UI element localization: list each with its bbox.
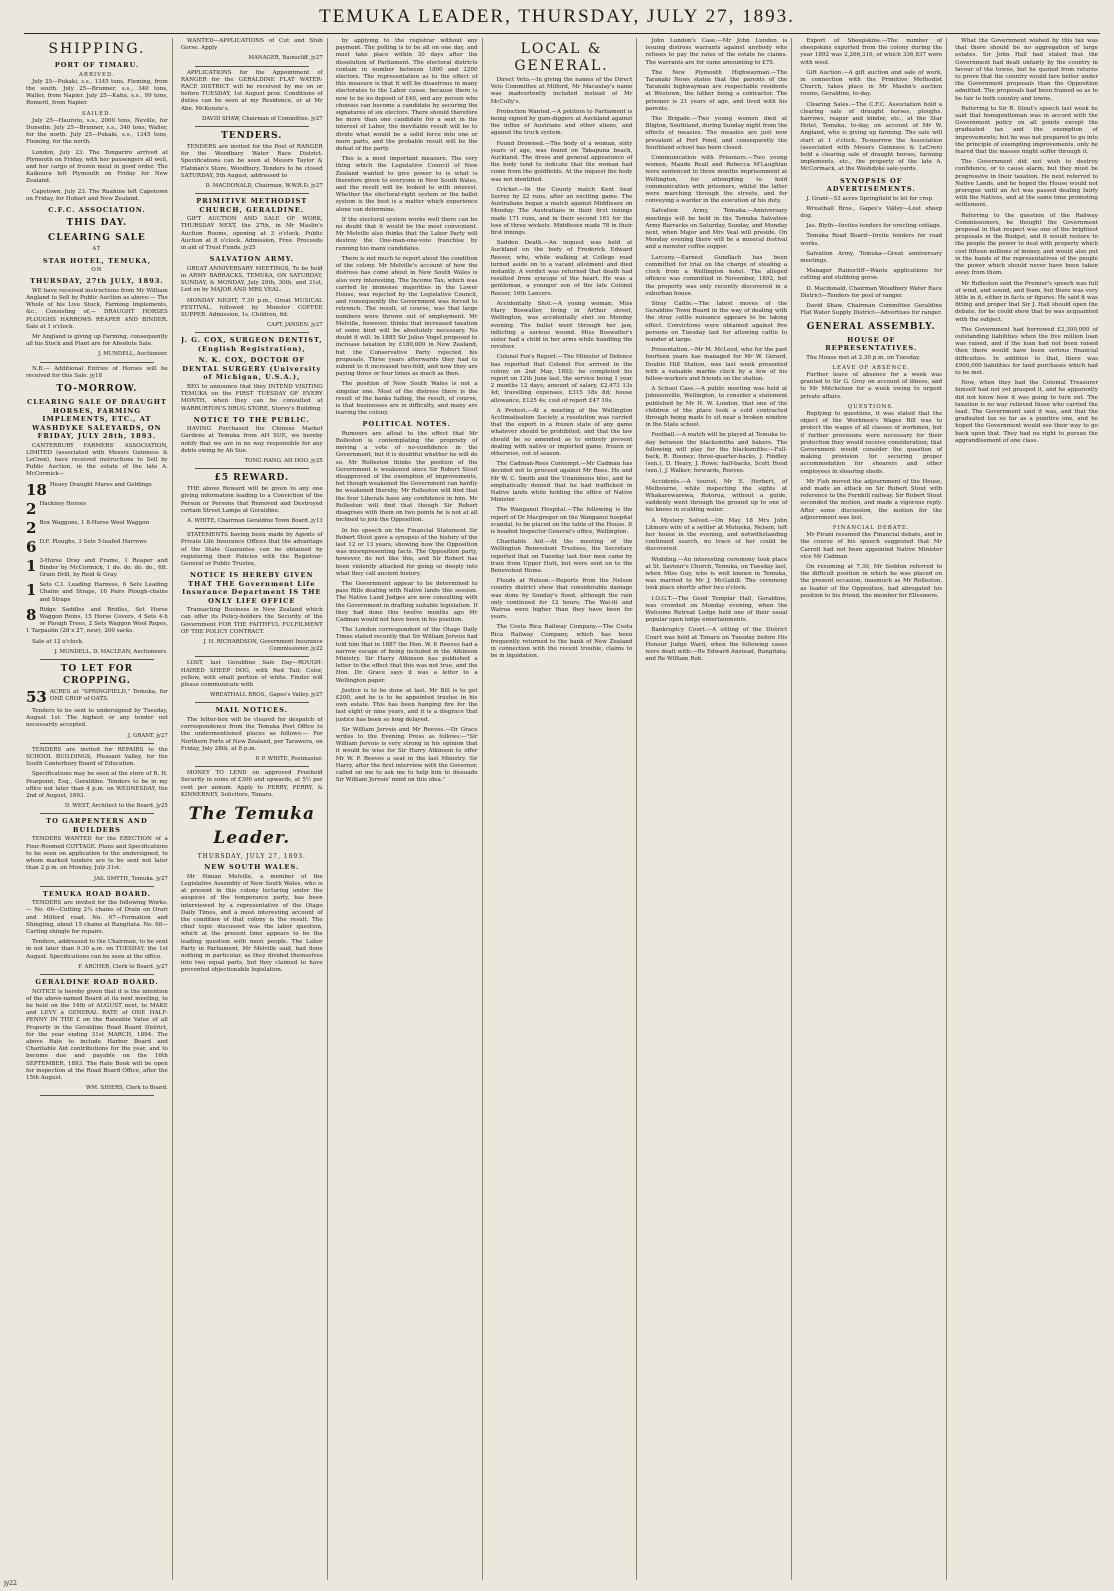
item-quantity: 2 [26,500,37,517]
column-4 [491,38,638,1580]
article-paragraph: Communication with Prisoners.—Two young women, Maude Reall and Rebecca M'Laughlan were sentenced to three months imprisonment at Wellington, for attempting to hold communication with prisoners, whilst the latter were marching through the streets, and for conveying a warder in the execution of his duty. [645,155,788,205]
article-paragraph: Mr Fish moved the adjournment of the House, and made an attack on Sir Robert Stout with reference to the Fernhill railway. Sir Robert Stout seconded the motion, and made a vigorous reply. After some discussion, the motion for the adjournment was lost. [800,478,943,521]
article-paragraph: Referring to the question of the Railway Commissioners, he thought the Government proposal in that respect was one of the brightest proposals in the Budget, and it would restore to the people the power to deal with property which cost fifteen millions of money, and would also put in the hands of the representatives of the people the power which should never have been taken away from them. [955,212,1098,277]
subheading: ON [91,267,103,274]
column-5 [645,38,792,1580]
section-heading: NOTICE TO THE PUBLIC. [193,415,310,424]
article-paragraph: What the Government wished by this tax was that there should be no aggregation of large estates. Sir John Hall had stated that the Government had dealt unfairly by the country in favour of the towns, but he quoted from returns to prove that the country would fare better under the Government proposals than the Opposition admitted. The proposals had been framed so as to be fair to both country and towns. [955,38,1098,102]
item-description: Sets C.I. Leading Harness, 6 Sets Leading Chains and Straps, 16 Pairs Plough-chains and Straps [39,582,168,603]
column-6 [800,38,947,1580]
article-paragraph: The letter-box will be cleared for despatch of correspondence from the Temuka Post Office to the undermentioned places as follows:— For Northern Ports of New Zealand, per Tarawera, on Friday, July 28th, at 8 p.m. [180,716,323,752]
columns [26,38,1102,1580]
article-paragraph: John Lundon's Case.—Mr John Lundon is issuing distress warrants against anybody who refuses to pay the rates of the estate he claims. The warrants are for sums amounting to £75. [645,38,788,66]
item-description: Heavy Draught Mares and Geldings [49,481,152,488]
advert-separator [40,886,154,887]
article-paragraph: Presentation.—Mr M. McLeod, who for the past fourteen years has managed for Mr W. Gerard, Double Hill Station, was last week presented with a valuable marble clock by a few of his fellow-workers and friends on the station. [645,347,788,382]
advert-signature: J. H. RICHARDSON, Government Insurance Commissioner. jy22 [203,639,323,653]
section-heading: £5 REWARD. [214,473,290,484]
article-paragraph: The Brigade.—Two young women died at Bligton, Southland, during Sunday night from the effects of measles. The measles are just now prevalent at Port Pond, and consequently the Southland school has been closed. [645,116,788,151]
section-heading: GERALDINE ROAD BOARD. [35,978,159,987]
section-heading: NOTICE IS HEREBY GIVEN THAT THE Government Life Insurance Department IS THE ONLY LIFE OFFICE [182,571,322,605]
article-paragraph: Floods at Nelson.—Reports from the Nelson country district show that considerable damage was done by Sunday's flood, although the rain only continued for 12 hours. The Wai-iti and Wairoa were higher than they have been for years. [490,578,633,621]
advert-signature: D. WEST, Architect to the Board. jy25 [64,803,168,810]
article-paragraph: Accidentally Shot.—A young woman, Miss Mary Boswalter, living in Arthur street, Wellington, was accidentally shot on Monday evening. The bullet went through her jaw, inflicting a serious wound. Miss Boswalter's sister had a child in her arms while handling the revolver. [490,300,633,351]
article-paragraph: TENDERS are invited for REPAIRS to the SCHOOL BUILDINGS, Pleasant Valley, for the South Canterbury Board of Education. [26,746,168,768]
section-heading: PRIMITIVE METHODIST CHURCH, GERALDINE. [196,197,308,214]
item-quantity: 1 [26,557,37,575]
article-paragraph: On resuming at 7.30, Mr Seddon referred to the difficult position in which he was placed on the present occasion, inasmuch as Mr Rolleston, as leader of the Opposition, had abrogated his position to his friend, the member for Ellesmere. [800,563,943,599]
article-paragraph: Mr Angland is giving up Farming, consequently all his Stock and Plant are for Absolute Sale. [26,334,168,348]
masthead: TEMUKA LEADER, THURSDAY, JULY 27, 1893. [319,6,795,27]
section-heading: SHIPPING. [48,41,146,57]
section-heading: STAR HOTEL, TEMUKA, [42,256,152,265]
subheading: AT [92,246,102,253]
article-paragraph: Mr Ninian Melville, a member of the Legislative Assembly of New South Wales, who is at present in this colony lecturing under the auspices of the temperance party, has been interviewed by a representative of the Otago Daily Times, and a most interesting account of the condition of that colony is the result. The chief topic discussed was the labor question, which at the present time appears to be the leading question with most people. The Labor Party in Parliament, Mr Melville said, had done nothing in particular, as they divided themselves into two equal parts, but they claimed to have prevented objectionable legislation. [180,873,323,974]
article-paragraph: by applying to the registrar without any payment. The polling is to be all on one day, and must take place within 30 days after the dissolution of Parliament. The electoral districts contain in number between 1800 and 2200 electors. The representation as to the effect of this measure is that it will be disastrous in many electorates to the Labor cause, because there is now to be no deposit of £40, and any person who chooses can become a candidate by securing the signatures of six electors. There should therefore be more than one candidate for a seat in the interest of Labor, the inevitable result will be to divide what would be a solid force into one or more parts, and the probable result will be the defeat of the party. [335,38,478,153]
advert-signature: A. WHITE, Chairman Geraldine Town Board. jy13 [187,518,323,525]
article-paragraph: Jas. Blyth—Invites tenders for erecting cottage. [806,223,942,230]
item-description: 3-Horse Dray and Frame, 1 Reaper and Binder by McCormick, 1 do. do. do. do., 6ft. Grain Drill, by Reid & Gray. [39,557,168,579]
article-paragraph: The position of New South Wales is not a singular one. Most of the distress there is the result of the banks failing, the result, of course, is that businesses are in difficulty, and many are leaving the colony. [335,381,478,417]
advert-separator [40,1095,154,1096]
item-quantity: 1 [26,582,37,600]
stock-item [26,558,168,580]
item-description: D.F. Ploughs, 3 Sets 5-leafed Harrows [39,538,147,545]
article-paragraph: The Government had borrowed £2,300,000 of outstanding liabilities when the five million loan was raised, and if the loan had not been raised then there would have been serious financial difficulties. In addition to that, there was £900,000 liabilities for land purchases which had to be met. [955,326,1098,376]
article-paragraph: Wedding.—An interesting ceremony took place at St. Saviour's Church, Temuka, on Tuesday last, when Miss Guy, who is well known in Temuka, was married to Mr J. McGahill. The ceremony took place shortly after two o'clock. [645,556,788,592]
paper-title: The Temuka Leader. [188,804,315,849]
advert-signature: MANAGER, Rainscliff. jy27 [248,55,323,62]
section-heading: THURSDAY, 27th JULY, 1893. [30,277,164,286]
advert-separator [40,974,154,975]
section-heading: SYNOPSIS OF ADVERTISEMENTS. [826,176,916,194]
article-paragraph: N.B.— Additional Entries of Horses will be received for this Sale. jy18 [26,365,168,379]
article-paragraph: MONEY TO LEND on approved Freehold Security in sums of £300 and upwards, at 5½ per cent per annum. Apply to PERRY, PERRY, & KINNERNEY, Solicitors, Timaru. [180,770,323,798]
article-paragraph: Accidents.—A tourist, Mr E. Herbert, of Melbourne, while inspecting the sights at Whakarewarewa, Rotorua, without a guide, suddenly went through the ground up to one of his knees in scalding water. [645,478,788,514]
advert-signature: WM. SHIERS, Clerk to Board. [86,1085,168,1092]
advert-separator [40,659,154,660]
article-paragraph: D. Macdonald, Chairman Woodbury Water Race District—Tenders for post of ranger. [800,285,943,299]
stock-item [26,539,168,555]
advert-signature: WREATHALL BROS., Gapes's Valley. jy27 [209,692,323,699]
article-paragraph: The Cadman-Rees Contempt.—Mr Cadman has decided not to proceed against Mr Rees. He and Mr W. C. Smith and the Unanimous bloc, and he emphatically denied that he had trafficked in Native lands while holding the office of Native Minister. [490,461,633,504]
article-paragraph: WE have received instructions from Mr William Angland to Sell by Public Auction as above:— The Whole of his Live Stock, Farming Implements, &c., Consisting of,— DRAUGHT HORSES PLOUGHS HARROWS REAPER AND BINDER. Sale at 1 o'clock. [26,287,168,330]
subheading: LEAVE OF ABSENCE. [832,364,910,371]
article-paragraph: There is not much to report about the condition of the colony. Mr Melville's account of how the distress has come about in New South Wales is also very interesting. The Income Tax, which was carried by immense majorities in the Lower House, was rejected by the Legislative Council, and consequently the Government was forced to retrench. The result, of course, was that large numbers were thrown out of employment. Mr Melville, however, thinks that increased taxation of some kind will be absolutely necessary. No doubt it will. In 1885 Sir Julius Vogel proposed to increase taxation by £180,000 in New Zealand, but the Conservative Party rejected his proposals. Three years afterwards they had to submit to it increased two-fold, and now they are paying three or four times as much as then. [335,255,478,378]
article-paragraph: WANTED—APPLICATIONS of Cut and Stub Gorse. Apply [180,38,323,52]
article-paragraph: Sir William Jervois and Mr Reeves.—Dr Grace writes to the Evening Press as follows:—"Sir William Jervois is very strong in his opinion that it would be wise for Sir Harry Atkinson to offer Mr W. P. Reeves a seat in the last Ministry. Sir Harry, after the first interview with the Governor, called on me to ask me to help him to dissuade Sir William Jervois' mind on this idea." [335,726,478,784]
advert-separator [195,766,309,767]
section-heading: PORT OF TIMARU. [54,61,140,69]
article-paragraph: This is a most important measure. The very thing which the Legislative Council of New Zealand wanted to give power to is what is therefore given to everyone in New South Wales, and the result will be looked to with interest. Whether the electoral-right system or the ballot system is the best is a matter which experience alone can determine. [335,156,478,213]
article-paragraph: GIFT AUCTION AND SALE OF WORK, THURSDAY NEXT, the 27th, in Mr Maslin's Auction Rooms, opening at 3 o'clock. Public Auction at 8 o'clock. Admission, Free. Proceeds in aid of Trust Funds. jy25 [180,216,323,252]
article-paragraph: TENDERS are invited for the Post of RANGER for the Woodbury Water Race District. Specifications can be seen at Messrs Taylor & Flatman's Store, Woodbury. Tenders to be closed SATURDAY, 5th August, addressed to [180,144,323,179]
article-paragraph: APPLICATIONS for the Appointment of RANGER for the GERALDINE FLAT WATER-RACE DISTRICT will be received by me on or before TUESDAY, 1st August prox. Conditions of duties can be seen at my Residence, or at Mr Abe. McKenzie's. [180,69,323,112]
article-paragraph: THE above Reward will be given to any one giving information leading to a Conviction of the Person or Persons that Removed and Destroyed certain Street Lamps at Geraldine. [180,486,323,514]
section-heading: N. K. COX, DOCTOR OF DENTAL SURGERY (University of Michigan, U.S.A.), [182,356,322,382]
article-paragraph: TENDERS are invited for the following Works:— No. 66—Cutting 2¼ chains of Drain on Orari and Milford road. No. 67—Formation and Shingling, about 15 chains at Rangitata. No. 68—Carting shingle for repairs. [26,900,168,936]
article-paragraph: Sale at 12 o'clock. [32,638,84,645]
advert-separator [195,332,309,333]
stock-item [26,501,168,517]
article-paragraph: London, July 23. The Tongariro arrived at Plymouth on Friday, with her passengers all well, and her cargo of frozen meat in good order. The Kaikoura left Plymouth on Friday for New Zealand. [26,149,168,185]
article-paragraph: Found Drowned.—The body of a woman, sixty years of age, was found on Takapuna beach, Auckland. The dress and general appearance of the body tend to indicate that the woman had come from the goldfields. At the inquest the body was not identified. [490,140,633,183]
article-paragraph: Salvation Army, Temuka.—Anniversary meetings will be held in the Temuka Salvation Army Barracks on Saturday, Sunday, and Monday next, when Major and Mrs Veal will preside. On Monday evening there will be a musical festival and a monster coffee supper. [645,208,788,251]
section-heading: THIS DAY. [66,218,128,229]
article-paragraph: LOST, last Geraldine Sale Day—ROUGH-HAIRED SHEEP DOG, with Red Tail; Color, yellow, with small portion of white. Finder will please communicate with [180,660,323,689]
article-paragraph: The Wanganui Hospital.—The following is the report of Dr Macgregor on the Wanganui hospital scandal, to be placed on the table of the House. It is headed Inspector General's office, Wellington. [490,507,633,535]
subheading: SAILED. [81,110,112,117]
article-paragraph: Export of Sheepskins.—The number of sheepskins exported from the colony during the year 1892 was 2,266,316, of which 336,837 were with wool. [800,38,943,66]
article-paragraph: Capetown, July 23. The Ruahine left Capetown on Friday, for Hobart and New Zealand. [26,188,168,202]
article-paragraph: BEG to announce that they INTEND VISITING TEMUKA on the FIRST TUESDAY OF EVERY MONTH, when they can be consulted at WARBURTON'S DRUG STORE, Storey's Building. [180,383,323,412]
article-paragraph: The New Plymouth Highwayman.—The Taranaki News states that the parents of the Taranaki highwayman are respectable residents at Westown, the father being a contractor. The prisoner is 21 years of age, and lived with his parents. [645,69,788,112]
item-quantity: 18 [26,481,47,498]
article-paragraph: TENDERS WANTED for the ERECTION of a Four-Roomed COTTAGE. Plans and Specifications to be seen on application to the undersigned, to whom marked tenders are to be sent not later than 2 p.m. on Monday, July 31st. [26,836,168,872]
article-paragraph: I.O.G.T.—The Good Templar Hall, Geraldine, was crowded on Monday evening, when the Welcome Retreat Lodge held one of their usual popular open lodge entertainments. [645,595,788,624]
article-paragraph: Justice is to be done at last. Mr Bill is to get £200, and he is to be appointed trustee in his own estate. This has been hanging fire for the last eight or nine years, and it is a disgrace that justice has been so long delayed. [335,687,478,723]
section-heading: TO LET FOR CROPPING. [60,664,134,687]
article-paragraph: Charitable Aid.—At the meeting of the Wellington Benevolent Trustees, the Secretary reported that on Tuesday last four men came by train from Upper Hutt, but were sent on to the Benevolent Home. [490,539,633,574]
article-paragraph: If the electoral system works well there can be no doubt that it would be the most convenient. Mr Melville also thinks that the Labor Party will destroy the One-man-one-vote franchise by running too many candidates. [335,216,478,252]
section-heading: SALVATION ARMY. [209,255,294,264]
item-quantity: 2 [26,519,37,536]
column-7 [955,38,1102,1580]
masthead-rule [24,33,1100,34]
article-paragraph: Tenders, addressed to the Chairman, to be sent in not later than 9.30 a.m. on TUESDAY, the 1st August. Specifications can be seen at the office. [26,939,168,960]
page-marker: jy22 [4,1580,17,1587]
section-heading: GENERAL ASSEMBLY. [806,321,936,332]
item-description: ACRES at "SPRINGFIELD," Temuka, for ONE CROP of OATS. [49,689,168,703]
article-paragraph: STATEMENTS having been made by Agents of Private Life Insurance Offices that the advantage of the State Guarantee can be obtained by registering their Policies with the Registrar-General or Public Trustee, [180,532,323,568]
subheading: QUESTIONS. [847,403,895,410]
article-paragraph: The House met at 2.30 p.m. on Tuesday. [806,354,921,361]
article-paragraph: CANTERBURY FARMERS' ASSOCIATION, LIMITED (associated with Messrs Guinness & LeCren), have received instructions to Sell by Public Auction, in the estate of the late A. McCormick— [26,442,168,478]
article-paragraph: Protection Wanted.—A petition to Parliament is being signed by gum-diggers at Auckland against the influx of Austrians and other aliens, and against the truck system. [490,108,633,137]
article-paragraph: July 25—Hauroto, s.s., 2000 tons, Neville, for Dunedin. July 25—Brunner, s.s., 340 tons, Waller, for the north. July 25—Pukaki, s.s., 1345 tons, Fleming, for the north. [26,117,168,146]
article-paragraph: Cricket.—In the County match Kent beat Surrey by 22 runs, after an exciting game. The Australians began a match against Middlesex on Monday. The Australians in their first innings made 171 runs, and in their second 161 for the loss of three wickets. Middlesex made 78 in their first innings. [490,186,633,237]
article-paragraph: Further leave of absence for a week was granted to Sir G. Grey on account of illness, and to Mr Mitchelson for a week owing to urgent private affairs. [800,371,943,400]
section-heading: MAIL NOTICES. [215,706,288,715]
article-paragraph: HAVING Purchased the Chinese Market Gardens at Temuka from AH SUE, we hereby notify that we are in no way responsible for any debts owing by Ah Sue. [180,426,323,454]
section-heading: TO-MORROW. [56,384,138,395]
article-paragraph: Manager Rainscliff—Wants applications for cutting and stubbing gorse. [800,268,943,282]
advert-separator [195,126,309,127]
article-paragraph: NOTICE is hereby given that it is the intention of the above-named Board at its next meeting, to be held on the 14th of AUGUST next, to MAKE and LEVY a GENERAL RATE of ONE HALF-PENNY IN THE £ on the Rateable Value of all Property in the Geraldine Road Board District, for the year ending 31st MARCH, 1894. The above Rate to include Harbor Board and Charitable Aid contributions for the year, and to become due and payable on the 16th SEPTEMBER, 1893. The Rate Book will be open for inspection at the Road Board Office, after the 15th August. [26,988,168,1081]
article-paragraph: Now, when they had the Colonial Treasurer himself had not yet grasped it, and he apparently did not know how it was going to turn out. The taxation is no way relieved those who carried the load. The Government said it was, and that the graduated tax so far as a punitive one, and he hoped the Government would see their way to go back upon that. They had no right to pursue the aggrandisement of one class. [955,380,1098,444]
section-heading: POLITICAL NOTES. [362,420,451,429]
advert-signature: DAVID SHAW, Chairman of Committee. jy27 [201,115,323,122]
section-heading: TO GARPENTERS AND BUILDERS [46,817,148,834]
item-quantity: 8 [26,606,37,624]
stock-item [26,689,168,705]
column-3 [336,38,483,1580]
advert-signature: J. MUNDELL, D. MACLEAN, Auctioneers. [54,648,168,655]
article-paragraph: Gift Auction.—A gift auction and sale of work, in connection with the Primitive Methodist Church, takes place in Mr Maslin's auction rooms, Geraldine, to-day. [800,69,943,98]
advert-signature: P. P. WHITE, Postmaster. [255,756,323,762]
stock-item [26,607,168,636]
article-paragraph: Sudden Death.—An inquest was held at Auckland on the body of Frederick Edward Reeser, who, while walking at College road turned aside on to a vacant allotment and died instantly. A verdict was returned that death had resulted from syncope of the heart. He was a gentleman, a younger son of the late Colonel Reeser, 16th Lancers. [490,240,633,297]
advert-separator [195,702,309,703]
advert-signature: JAS. SMYTH, Temuka. jy27 [93,875,168,882]
advert-signature: TONG HANG. AH HOO. jy25 [244,458,323,465]
article-paragraph: Bankruptcy Court.—A sitting of the District Court was held at Timaru on Tuesday before His Honour Judge Ward, when the following cases were dealt with:—Re Edward Anstead, Rangitata; and Re William Rob. [645,627,788,663]
column-2 [181,38,328,1580]
advert-separator [40,813,154,814]
article-paragraph: Direct Veto.—In giving the names of the Direct Veto Committee at Milford, Mr Macaulay's name was inadvertently included instead of Mr McCully's. [490,77,633,105]
advert-separator [195,66,309,67]
article-paragraph: Colonel Fox's Report.—The Minister of Defence has reported that Colonel Fox arrived in the colony on 2nd May, 1892; he completed his report on 12th June last, the service being 1 year 2 months 12 days; amount of salary, £2,473 13s 4d; travelling expenses, £315 18s 8d; house allowance, £125 4s; cost of report £47 10s. [490,354,633,404]
article-paragraph: Larceny.—Earnest Gundlach has been committed for trial on the charge of stealing a clock from a Wellington hotel. The alleged offence was committed in November, 1892, but the property was only recently discovered in a suburban house. [645,254,788,297]
article-paragraph: Stray Cattle.—The latest moves of the Geraldine Town Board in the way of dealing with the stray cattle nuisance appears to be taking effect. Convictions were obtained against five persons on Tuesday last for allowing cattle to wander at large. [645,300,788,343]
article-paragraph: David Shaw, Chairman Committee Geraldine Flat Water Supply District—Advertises for ranger. [800,303,943,317]
article-paragraph: A Mystery Solved.—On May 18 Mrs John Litmore wife of a settler at Motueka, Nelson, left her house in the evening, and notwithstanding continued search, no trace of her could be discovered. [645,517,788,553]
article-paragraph: Clearing Sales.—The C.F.C. Association hold a clearing sale of draught horses, ploughs, harrows, reaper and binder, etc., at the Star Hotel, Temuka, to-day, on account of Mr W. Angland, who is giving up farming. The sale will start at 1 o'clock. To-morrow the Association (associated with Messrs Guinness & LeCren) hold a clearing sale of draught horses, farming implements, etc., the property of the late A. McCormack, at the Washdyke sale-yards. [800,101,943,173]
advert-signature: J. MUNDELL, Auctioneer. [97,351,168,358]
item-quantity: 53 [26,689,47,706]
article-paragraph: Specifications may be seen at the store of R. H. Pearpoint, Esq., Geraldine. Tenders to be in my office not later than 4 p.m. on WEDNESDAY, the 2nd of August, 1893. [26,771,168,800]
item-description: Ridge Saddles and Bridles, Set Horse Waggon Reins, 15 Horse Covers, 4 Sets 4-h or Plough Trees, 2 Sets Waggon Wool Ropes, 1 Tarpaulin (28 x 27, new), 200 sacks. [26,606,168,635]
article-paragraph: Salvation Army, Temuka—Great anniversary meetings. [800,250,943,265]
article-paragraph: MONDAY NIGHT, 7.30 p.m., Great MUSICAL FESTIVAL, followed by Monster COFFEE SUPPER. Admission, 1s. Children, 6d. [180,297,323,318]
subheading: FINANCIAL DEBATE. [832,524,910,531]
article-paragraph: A School Case.—A public meeting was held at Johnsonville, Wellington, to consider a statement published by Mr H. W. London, that one of the children of the place took a cold contracted through being made to sit near a broken window in the State school. [645,386,788,429]
advert-separator [40,743,154,744]
article-paragraph: July 25—Pukaki, s.s., 1345 tons, Fleming, from the south. July 25—Brunner, s.s., 340 tons, Waller, from Napier. July 25—Kahu, s.s., 99 tons, Romeril, from Napier. [26,78,168,107]
section-heading: CLEARING SALE [48,233,146,244]
article-paragraph: Replying to questions, it was stated that the object of the Workmen's Wages Bill was to protect the wages of all classes of workmen, but if further provisions were necessary for their protection they would receive consideration; that Government would consider the question of making provision for securing proper accommodation for shearers and other employees in shearing sheds. [800,410,943,475]
section-heading: TENDERS. [221,131,283,142]
advert-signature: CAPT. JANSEN. jy27 [267,322,323,329]
section-heading: C.F.C. ASSOCIATION. [48,205,146,214]
article-paragraph: Tenders to be sent to undersigned by Tuesday, August 1st. The highest or any tender not necessarily accepted. [26,708,168,729]
item-description: Hackney Horses [39,500,86,507]
article-paragraph: Mr Rolleston said the Premier's speech was full of wind, and sound, and foam, but there was very little in it, either in facts or figures. He said it was fitting and proper that Sir J. Hall should open the debate, for he could show that he was acquainted with the subject. [955,280,1098,323]
item-quantity: 6 [26,538,37,555]
article-paragraph: The Costa Rica Railway Company.—The Costa Rica Railway Company, which has been frequently returned to the bank of New Zealand in connection with the recent trouble, claims to be in liquidation. [490,624,633,660]
section-heading: NEW SOUTH WALES. [204,863,300,872]
article-paragraph: A Protest.—At a meeting of the Wellington Acclimatisation Society a resolution was carried that the export in a frozen state of any game whatever should be prohibited, and that the law should be so amended as to entirely prevent dealing with native or imported game, frozen or otherwise, out of season. [490,407,633,457]
subheading: ARRIVED. [79,71,115,78]
advert-separator [195,656,309,657]
article-paragraph: GREAT ANNIVERSARY MEETINGS, To be held in ARMY BARRACKS, TEMUKA, ON SATURDAY, SUNDAY, & MONDAY, July 29th, 30th, and 31st, Led on by MAJOR AND MRS VEAL. [180,265,323,294]
article-paragraph: Temuka Road Board—Invite tenders for road works. [800,233,943,247]
section-heading: TEMUKA ROAD BOARD. [42,889,151,898]
dateline: THURSDAY, JULY 27, 1893. [197,853,306,861]
article-paragraph: The London correspondent of the Otago Daily Times stated recently that Sir William Jervois had told him that in 1887 the Hon. W. P. Reeves had a narrow escape of being included in the Atkinson Ministry. Sir Harry Atkinson has published a letter to the effect that this was not true, and the Hon. Dr. Grace says it was a letter to a Wellington paper. [335,627,478,684]
advert-signature: F. ARCHER, Clerk to Board. jy27 [78,963,168,970]
section-heading: LOCAL & GENERAL. [514,41,609,74]
section-heading: HOUSE OF REPRESENTATIVES. [825,335,918,352]
item-description: Box Waggons, 1 8-Horse Wool Waggon [39,519,150,526]
article-paragraph: The Government appear to be determined to pass Bills dealing with Native lands this session. The Native Land Judges are now consulting with the Government in drafting suitable legislation. If they had done this twelve months ago Mr Cadman would not have been in his position. [335,580,478,623]
stock-item [26,520,168,536]
advert-separator [195,528,309,529]
advert-signature: J. GRANT. jy27 [127,732,168,739]
stock-item [26,582,168,604]
article-paragraph: Referring to Sir R. Stout's speech last week he said that honsgentleman was in accord with the Government policy on all points except the graduated tax and the exemption of improvements; but he was not prepared to go into the principle of exempting improvements, only he feared that the masses might suffer through it. [955,105,1098,156]
column-1 [26,38,173,1580]
article-paragraph: Mr Pirani resumed the Financial debate, and in the course of his speech suggested that Mr Carroll had not been appointed Native Minister vice Mr Cadman. [800,532,943,560]
advert-signature: D. MACDONALD, Chairman, W.W.R.D. jy27 [205,183,323,190]
advert-separator [40,362,154,363]
section-heading: CLEARING SALE OF DRAUGHT HORSES, FARMING IMPLEMENTS, ETC., AT WASHDYKE SALEYARDS, ON FRIDAY, JULY 28th, 1893. [26,398,167,441]
article-paragraph: J. Grant—53 acres Springfield to let for crop. [806,195,934,202]
article-paragraph: Transacting Business in New Zealand which can offer its Policy-holders the Security of the Government FOR THE FAITHFUL FULFILMENT OF THE POLICY CONTRACT. [180,607,323,635]
article-paragraph: The Government did not wish to destroy confidence, or to cause alarm, but they must be progressive in their taxation. He next referred to Native Lands, and he hoped the House would not prorogue until an Act was passed dealing fairly with the Natives, and at the same time promoting settlement. [955,159,1098,209]
article-paragraph: Wreathall Bros., Gapes's Valley—Lost sheep dog. [800,205,943,220]
advert-separator [195,468,309,469]
section-heading: J. G. COX, SURGEON DENTIST, (English Registration), [181,336,323,353]
article-paragraph: Rumours are afloat to the effect that Mr Rolleston is contemplating the propriety of moving a vote of no-confidence in the Government, but it is doubtful whether he will do so. Mr Rolleston thinks the position of the Government is weakened since Sir Robert Stout disapproved of the exemption of improvements, but though weakened the Government can hardly be weakened thereby. Mr Rolleston will find that the four Liberals have any confidence in him. Mr Rolleston will find that though Sir Robert disagrees with them on two points he is not at all inclined to join the Opposition. [335,430,478,524]
article-paragraph: In his speech on the Financial Statement Sir Robert Stout gave a synopsis of the history of the last 12 or 13 years, showing how the Opposition was misrepresenting facts. The Opposition party, however, do not like this, and Sir Robert has been violently attacked for going so deeply into what they call ancient history. [335,527,478,577]
article-paragraph: Football.—A match will be played at Temuka to-day between the blacksmiths and bakers. The following will play for the blacksmiths:—Full-back, R. Rooney; three-quarter-backs, J. Findley (sen.), D. Heary, J. Rowe; half-backs, Scott Hood (sen.), J. Walker; forwards, Reeves. [645,432,788,475]
advert-separator [195,193,309,194]
stock-item [26,482,168,498]
